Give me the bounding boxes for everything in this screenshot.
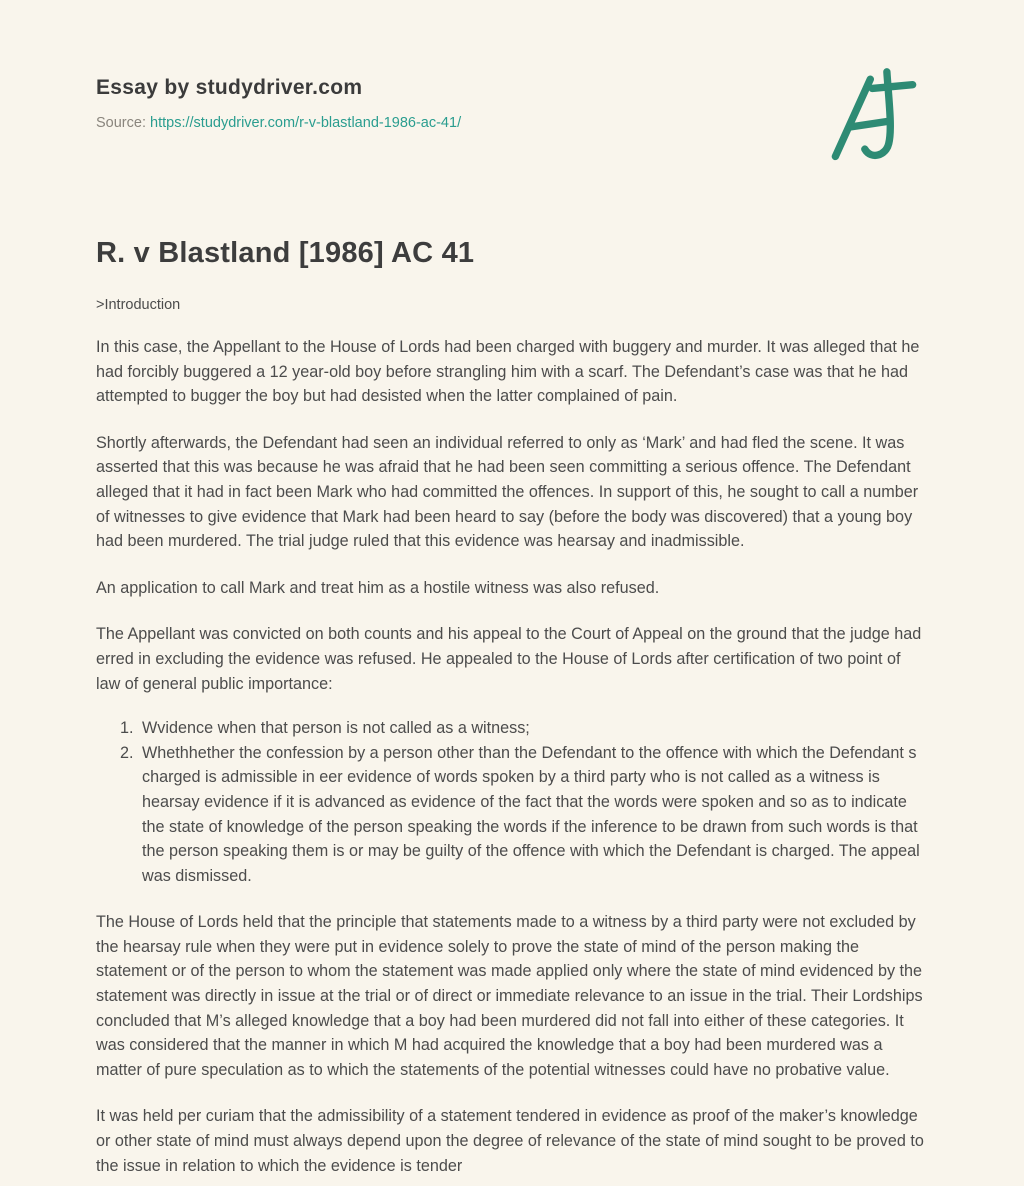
page-header: [96, 76, 928, 131]
paragraph-6: It was held per curiam that the admissibility of a statement tendered in evidence as proof of the maker’s knowledge or other state of mind must always depend upon the degree of relevance of the state of mind sought to be proved to the issue in relation to which the evidence is tender: [96, 1107, 924, 1175]
source-line: [96, 115, 928, 131]
paragraph-5: The House of Lords held that the principle that statements made to a witness by a third party were not excluded by the hearsay rule when they were put in evidence solely to prove the state of mind of the person making the statement or of the person to whom the statement was made applied only where the state of mind evidenced by the statement was directly in issue at the trial or of direct or immediate relevance to an issue in the trial. Their Lordships concluded that M’s alleged knowledge that a boy had been murdered did not fall into either of these categories. It was considered that the manner in which M had acquired the knowledge that a boy had been murdered was a matter of pure speculation as to which the statements of the potential witnesses could have no probative value.: [96, 913, 923, 1079]
paragraph-3: An application to call Mark and treat him as a hostile witness was also refused.: [96, 578, 660, 597]
brand-title: Essay by studydriver.com: [96, 76, 363, 99]
paragraph-2: Shortly afterwards, the Defendant had seen an individual referred to only as ‘Mark’ and had fled the scene. It was asserted that this was because he was afraid that he had been seen committing a serious offence. The Defendant alleged that it had in fact been Mark who had committed the offences. In support of this, he sought to call a number of witnesses to give evidence that Mark had been heard to say (before the body was discovered) that a young boy had been murdered. The trial judge ruled that this evidence was hearsay and inadmissible.: [96, 433, 919, 551]
certified-points-list: [96, 716, 928, 888]
paragraph-1: In this case, the Appellant to the House of Lords had been charged with buggery and murder. It was alleged that he had forcibly buggered a 12 year-old boy before strangling him with a scarf. The Defendant’s case was that he had attempted to bugger the boy but had desisted when the latter complained of pain.: [96, 338, 920, 406]
list-item-2: 2. Whethhether the confession by a person other than the Defendant to the offence with which the Defendant s charged is admissible in eer evidence of words spoken by a third party who is not called as a witness is hearsay evidence if it is advanced as evidence of the fact that the words were spoken and so as to indicate the state of knowledge of the person speaking the words if the inference to be drawn from such words is that the person speaking them is or may be guilty of the offence with which the Defendant is charged. The appeal was dismissed.: [138, 741, 928, 889]
list-item-1: 1. Wvidence when that person is not called as a witness;: [138, 716, 928, 741]
source-link[interactable]: https://studydriver.com/r-v-blastland-1986-ac-41/: [150, 115, 462, 131]
studydriver-logo-icon: [828, 68, 920, 164]
source-label: Source:: [96, 115, 146, 131]
article-title: R. v Blastland [1986] AC 41: [96, 237, 475, 269]
article-body: [96, 335, 928, 1178]
paragraph-4: The Appellant was convicted on both counts and his appeal to the Court of Appeal on the ground that the judge had erred in excluding the evidence was refused. He appealed to the House of Lords after certification of two point of law of general public importance:: [96, 625, 922, 693]
intro-label: >Introduction: [96, 297, 181, 313]
